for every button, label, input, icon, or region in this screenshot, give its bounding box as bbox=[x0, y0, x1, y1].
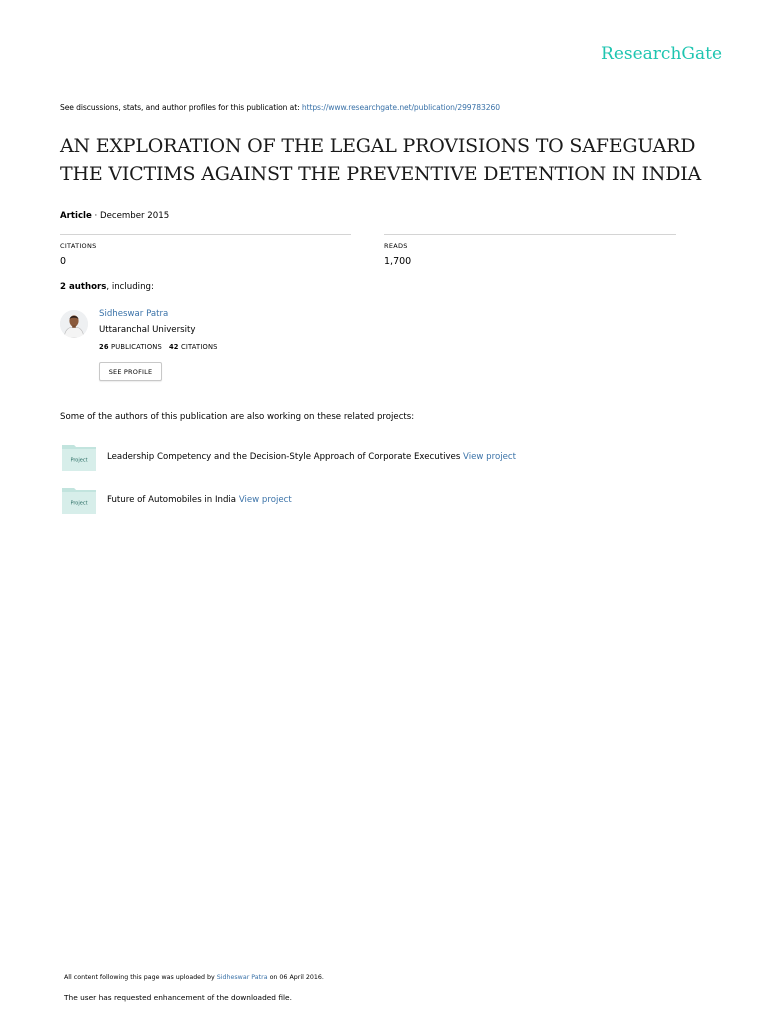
discussion-prefix: See discussions, stats, and author profiles for this publication at: bbox=[60, 103, 302, 112]
project-title: Leadership Competency and the Decision-Style Approach of Corporate Executives bbox=[107, 452, 464, 462]
person-icon bbox=[60, 310, 88, 338]
upload-prefix: All content following this page was uploaded by bbox=[64, 974, 217, 981]
researchgate-logo[interactable]: ResearchGate bbox=[601, 44, 722, 64]
article-date: December 2015 bbox=[100, 211, 170, 221]
title-line-2: THE VICTIMS AGAINST THE PREVENTIVE DETENTION IN INDIA bbox=[60, 163, 702, 185]
view-project-link[interactable]: View project bbox=[238, 495, 292, 505]
project-title: Future of Automobiles in India bbox=[107, 495, 239, 505]
reads-label: READS bbox=[384, 242, 408, 250]
publication-url-link[interactable]: https://www.researchgate.net/publication/299783260 bbox=[301, 103, 500, 112]
discussion-line bbox=[60, 103, 500, 112]
reads-value: 1,700 bbox=[384, 256, 412, 267]
publications-label: PUBLICATIONS bbox=[111, 343, 162, 351]
uploader-link[interactable]: Sidheswar Patra bbox=[216, 974, 268, 981]
title-line-1: AN EXPLORATION OF THE LEGAL PROVISIONS TO SAFEGUARD bbox=[60, 135, 696, 157]
project-item bbox=[107, 452, 516, 462]
article-type: Article bbox=[60, 211, 92, 221]
article-meta bbox=[60, 211, 169, 221]
author-name-link[interactable]: Sidheswar Patra bbox=[99, 309, 169, 319]
authors-count: 2 authors bbox=[60, 282, 107, 292]
upload-notice bbox=[64, 974, 324, 981]
authors-suffix: , including: bbox=[106, 282, 154, 292]
citations-label: CITATIONS bbox=[60, 242, 97, 250]
view-project-link[interactable]: View project bbox=[463, 452, 516, 462]
publication-title bbox=[60, 132, 710, 188]
author-stats bbox=[99, 343, 218, 351]
citations-divider bbox=[60, 234, 351, 235]
meta-separator: · bbox=[91, 211, 101, 221]
project-item bbox=[107, 495, 292, 505]
reads-divider bbox=[384, 234, 676, 235]
related-projects-heading: Some of the authors of this publication are also working on these related projects: bbox=[60, 412, 415, 422]
upload-suffix: on 06 April 2016. bbox=[267, 974, 324, 981]
project-icon-label: Project bbox=[70, 457, 88, 464]
citations-value: 0 bbox=[60, 256, 67, 267]
author-citations-label: CITATIONS bbox=[180, 343, 218, 351]
authors-count-line bbox=[60, 282, 154, 292]
publications-count: 26 bbox=[99, 343, 109, 351]
author-citations-count: 42 bbox=[168, 343, 179, 351]
author-avatar[interactable] bbox=[60, 310, 88, 338]
enhancement-notice: The user has requested enhancement of the downloaded file. bbox=[64, 993, 292, 1002]
see-profile-button[interactable]: SEE PROFILE bbox=[99, 362, 162, 381]
project-folder-icon bbox=[62, 443, 96, 471]
project-icon-label: Project bbox=[70, 500, 88, 507]
author-institution: Uttaranchal University bbox=[99, 325, 196, 335]
project-folder-icon bbox=[62, 486, 96, 514]
